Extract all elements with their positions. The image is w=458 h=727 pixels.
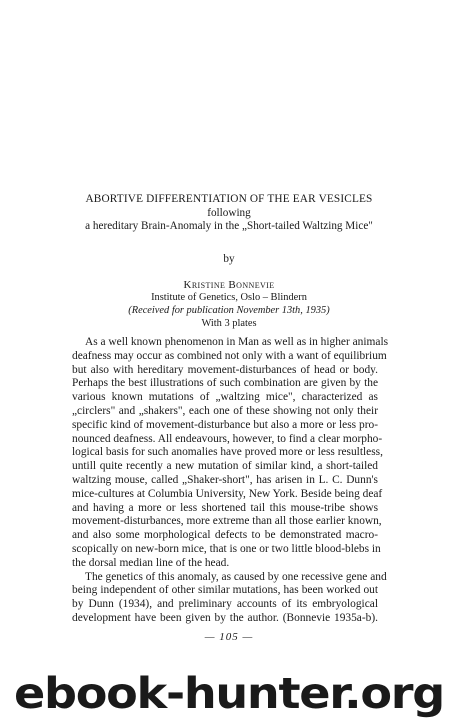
body-line: scopically on new-born mice, that is one or two little blood-blebs in bbox=[72, 542, 381, 555]
watermark-text: ebook-hunter.org bbox=[14, 670, 444, 719]
body-line: logical basis for such anomalies have proved more or less resultless, bbox=[72, 446, 383, 459]
received-date: (Received for publication November 13th, 1935) bbox=[128, 305, 330, 316]
body-line: movement-disturbances, more extreme than all those earlier known, bbox=[72, 515, 382, 528]
body-line: Perhaps the best illustrations of such combination are given by the bbox=[72, 377, 378, 390]
body-line: and having a more or less shortened tail this mouse-tribe shows bbox=[72, 501, 378, 514]
body-line: The genetics of this anomaly, as caused by one recessive gene and bbox=[85, 570, 387, 583]
author-name: Kristine Bonnevie bbox=[183, 279, 275, 291]
body-line: deafness may occur as combined not only with a want of equilibrium bbox=[72, 349, 387, 362]
author-affiliation: Institute of Genetics, Oslo – Blindern bbox=[151, 292, 307, 303]
body-line: various known mutations of „waltzing mice", characterized as bbox=[72, 391, 378, 404]
title-following: following bbox=[207, 207, 251, 219]
body-line: As a well known phenomenon in Man as well as in higher animals bbox=[85, 336, 389, 348]
byline-by: by bbox=[223, 253, 235, 265]
body-line: mice-cultures at Columbia University, New York. Beside being deaf bbox=[72, 487, 383, 500]
body-line: but also with hereditary movement-disturbances of head or body. bbox=[72, 363, 378, 376]
page-number: — 105 — bbox=[204, 631, 254, 643]
article-body bbox=[72, 336, 389, 626]
body-line: waltzing mouse, called „Shaker-short", has arisen in L. C. Dunn's bbox=[72, 473, 378, 486]
article-title: ABORTIVE DIFFERENTIATION OF THE EAR VESICLES bbox=[85, 193, 373, 205]
body-line: nounced deafness. All endeavours, however, to find a clear morpho- bbox=[72, 432, 383, 445]
plates-note: With 3 plates bbox=[201, 318, 257, 329]
body-line: the dorsal median line of the head. bbox=[72, 556, 230, 569]
body-line: and also some morphological defects to be demonstrated macro- bbox=[72, 529, 378, 542]
body-line: specific kind of movement-disturbance but also a more or less pro- bbox=[72, 418, 378, 431]
body-line: untill quite recently a new mutation of similar kind, a short-tailed bbox=[72, 460, 378, 473]
body-line: by Dunn (1934), and preliminary accounts of its embryological bbox=[72, 598, 378, 611]
body-line: development have been given by the author. (Bonnevie 1935a-b). bbox=[72, 611, 378, 624]
body-line: „circlers" and „shakers", each one of these showing not only their bbox=[72, 404, 378, 417]
watermark-logo bbox=[0, 670, 458, 720]
body-line: being independent of other similar mutations, has been worked out bbox=[72, 584, 378, 597]
article-subtitle: a hereditary Brain-Anomaly in the „Short-tailed Waltzing Mice" bbox=[85, 220, 373, 232]
